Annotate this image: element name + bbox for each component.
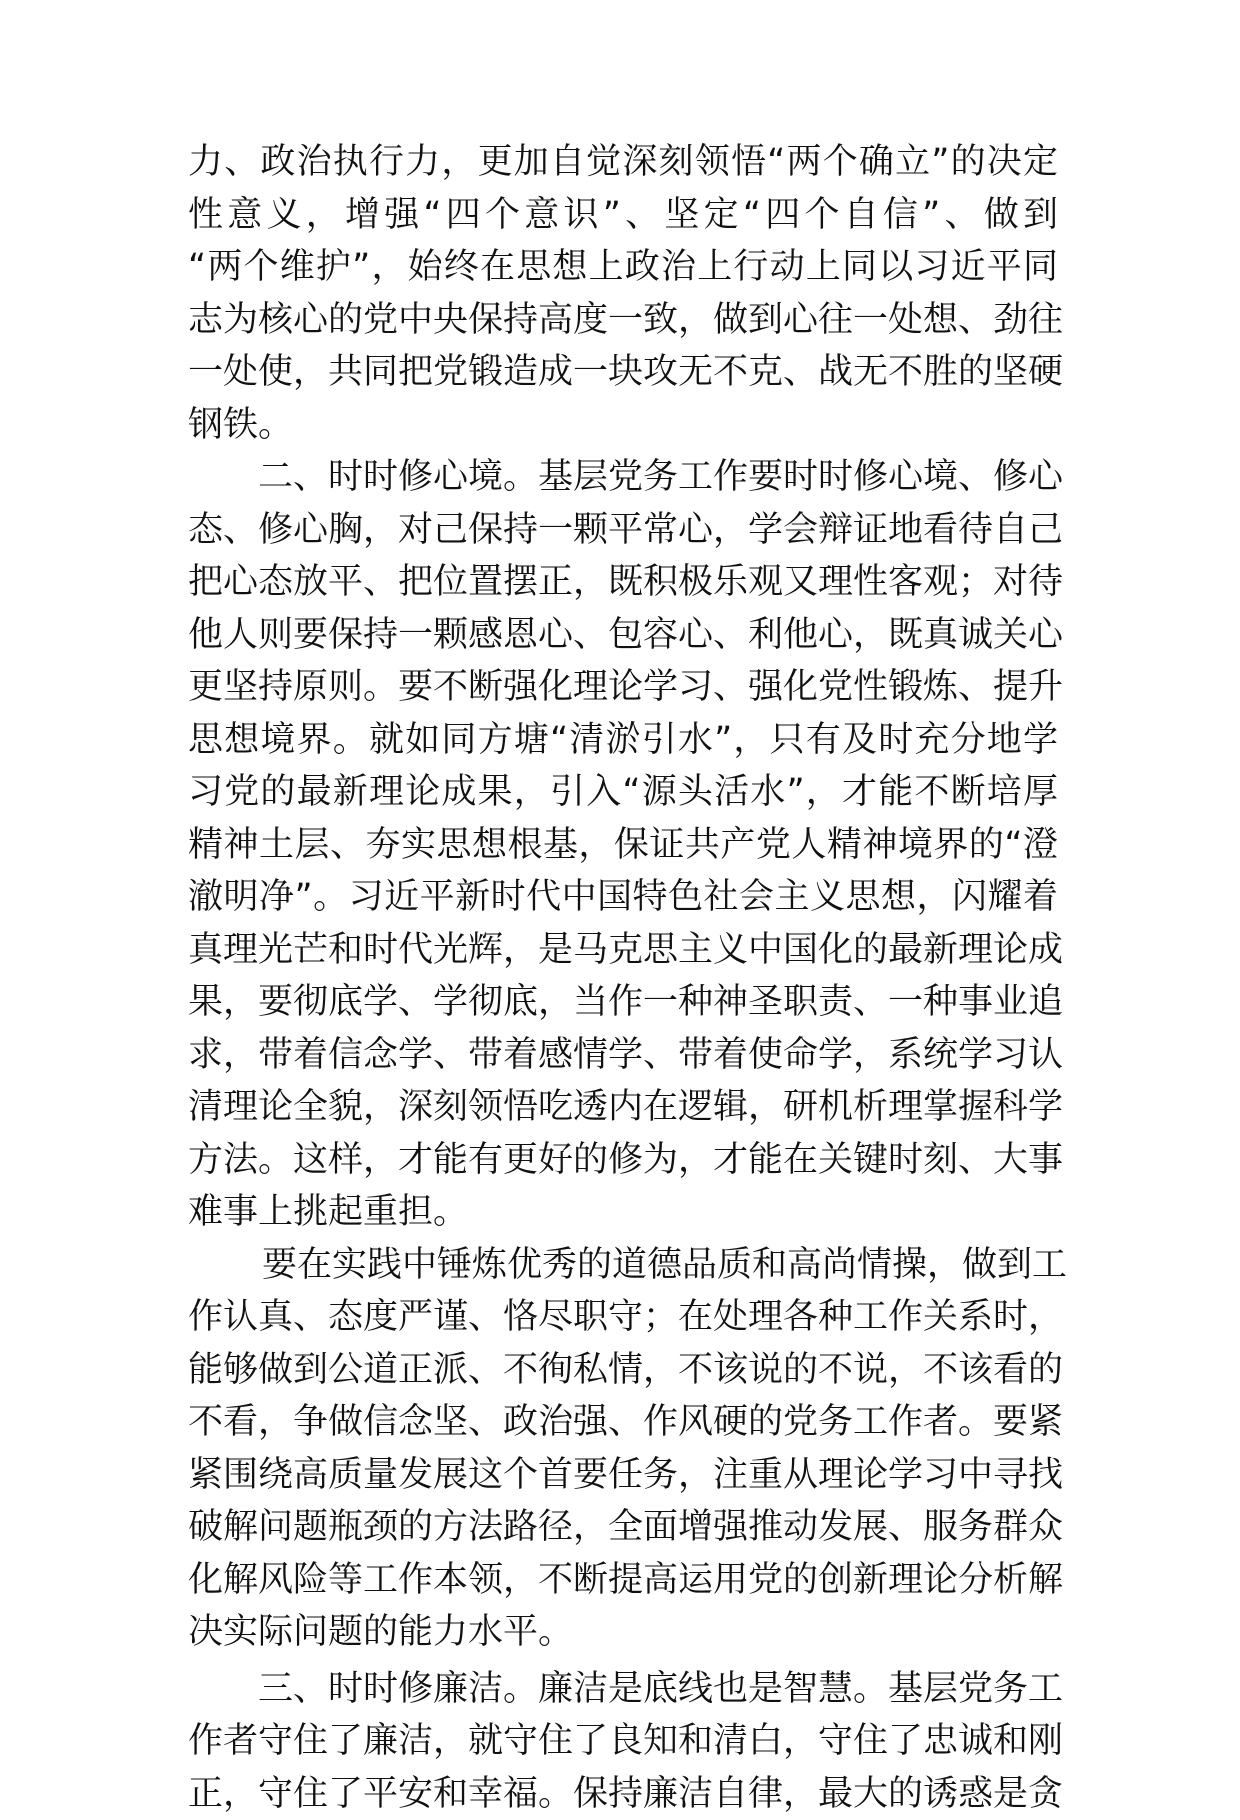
text-line: 紧围绕高质量发展这个首要任务，注重从理论学习中寻找 [188,1449,1058,1502]
text-line: 一处使，共同把党锻造成一块攻无不克、战无不胜的坚硬 [188,346,1058,399]
text-line: 力、政治执行力，更加自觉深刻领悟“两个确立”的决定 [188,136,1058,189]
text-line: 志为核心的党中央保持高度一致，做到心往一处想、劲往 [188,294,1058,347]
text-line: 清理论全貌，深刻领悟吃透内在逻辑，研机析理掌握科学 [188,1081,1058,1134]
text-line: 果，要彻底学、学彻底，当作一种神圣职责、一种事业追 [188,976,1058,1029]
text-line: 正，守住了平安和幸福。保持廉洁自律，最大的诱惑是贪 [188,1768,1058,1820]
document-page [188,136,1058,1820]
text-line: 难事上挑起重担。 [188,1186,1058,1239]
text-line: 三、时时修廉洁。廉洁是底线也是智慧。基层党务工 [188,1663,1058,1716]
text-line: 能够做到公道正派、不徇私情，不该说的不说，不该看的 [188,1344,1058,1397]
text-line: 破解问题瓶颈的方法路径，全面增强推动发展、服务群众 [188,1501,1058,1554]
text-line: 澈明净”。习近平新时代中国特色社会主义思想，闪耀着 [188,871,1058,924]
text-line: 决实际问题的能力水平。 [188,1606,1058,1659]
text-line: 性意义，增强“四个意识”、坚定“四个自信”、做到 [188,189,1058,242]
text-line: 作认真、态度严谨、恪尽职守；在处理各种工作关系时， [188,1291,1058,1344]
text-line: 他人则要保持一颗感恩心、包容心、利他心，既真诚关心 [188,609,1058,662]
text-line: 真理光芒和时代光辉，是马克思主义中国化的最新理论成 [188,924,1058,977]
text-line: 求，带着信念学、带着感情学、带着使命学，系统学习认 [188,1029,1058,1082]
text-line: 方法。这样，才能有更好的修为，才能在关键时刻、大事 [188,1134,1058,1187]
text-line: 作者守住了廉洁，就守住了良知和清白，守住了忠诚和刚 [188,1715,1058,1768]
paragraph-3 [188,1239,1058,1659]
text-line: 习党的最新理论成果，引入“源头活水”，才能不断培厚 [188,766,1058,819]
text-line: “两个维护”，始终在思想上政治上行动上同以习近平同 [188,241,1058,294]
text-line: 精神土层、夯实思想根基，保证共产党人精神境界的“澄 [188,819,1058,872]
text-line: 态、修心胸，对己保持一颗平常心，学会辩证地看待自己 [188,504,1058,557]
text-line: 更坚持原则。要不断强化理论学习、强化党性锻炼、提升 [188,661,1058,714]
text-line: 把心态放平、把位置摆正，既积极乐观又理性客观；对待 [188,556,1058,609]
paragraph-1 [188,136,1058,451]
paragraph-4 [188,1663,1058,1820]
text-line: 二、时时修心境。基层党务工作要时时修心境、修心 [188,451,1058,504]
text-line: 思想境界。就如同方塘“清淤引水”，只有及时充分地学 [188,714,1058,767]
text-line: 不看，争做信念坚、政治强、作风硬的党务工作者。要紧 [188,1396,1058,1449]
paragraph-2 [188,451,1058,1239]
text-line: 化解风险等工作本领，不断提高运用党的创新理论分析解 [188,1554,1058,1607]
text-line: 要在实践中锤炼优秀的道德品质和高尚情操，做到工 [188,1239,1058,1292]
text-line: 钢铁。 [188,399,1058,452]
